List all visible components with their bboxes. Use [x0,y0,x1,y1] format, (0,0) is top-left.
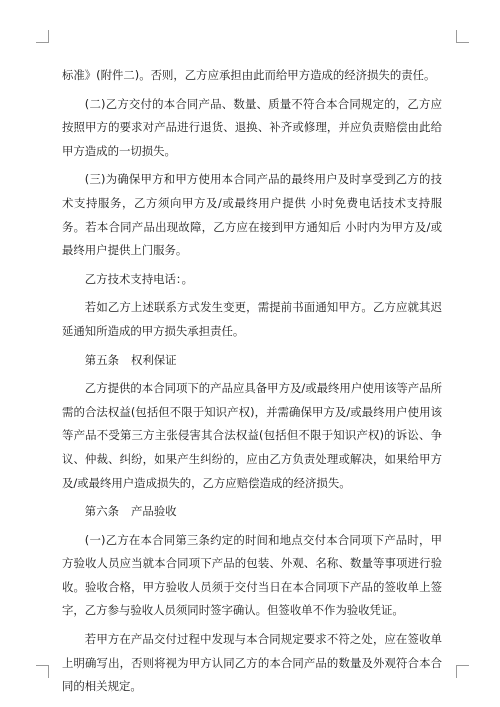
document-body [62,64,442,704]
paragraph-return-exchange: (二)乙方交付的本合同产品、数量、质量不符合本合同规定的，乙方应按照甲方的要求对产品进行退货、退换、补齐或修理，并应负责赔偿由此给甲方造成的一切损失。 [62,96,442,158]
section-title-6: 产品验收 [130,504,177,519]
paragraph-acceptance-procedure: (一)乙方在本合同第三条约定的时间和地点交付本合同项下产品时，甲方验收人员应当就本合同项下产品的包装、外观、名称、数量等事项进行验收。验收合格，甲方验收人员须于交付当日在本合同项下产品的签收单上签字，乙方参与验收人员须同时签字确认。但签收单不作为验收凭证。 [62,532,442,618]
paragraph-tech-support: (三)为确保甲方和甲方使用本合同产品的最终用户及时享受到乙方的技术支持服务，乙方须向甲方及/或最终用户提供 小时免费电话技术支持服务。若本合同产品出现故障，乙方应在接到甲方通知后 小时内为甲方及/或最终用户提供上门服务。 [62,172,442,258]
paragraph-support-phone: 乙方技术支持电话：。 [84,271,194,286]
paragraph-rights-guarantee: 乙方提供的本合同项下的产品应具备甲方及/或最终用户使用该等产品所需的合法权益(包括但不限于知识产权)，并需确保甲方及/或最终用户使用该等产品不受第三方主张侵害其合法权益(包括但不限于知识产权)的诉讼、争议、仲裁、纠纷，如果产生纠纷的，应由乙方负责处理或解决，如果给甲方及/或最终用户造成损失的，乙方应赔偿造成的经济损失。 [62,381,442,490]
crop-mark-bottom-right [456,665,469,678]
section-number-6: 第六条 [84,504,119,519]
section-title-5: 权利保证 [130,352,177,367]
paragraph-contact-change: 若如乙方上述联系方式发生变更，需提前书面通知甲方。乙方应就其迟延通知所造成的甲方损失承担责任。 [62,300,442,338]
section-heading-5 [62,349,442,373]
section-number-5: 第五条 [84,352,119,367]
section-heading-6 [62,500,442,524]
crop-mark-top-left [36,30,49,43]
paragraph-standard-annex: 标准》(附件二)。否则，乙方应承担由此而给甲方造成的经济损失的责任。 [62,68,436,82]
paragraph-acceptance-discrepancy: 若甲方在产品交付过程中发现与本合同规定要求不符之处，应在签收单上明确写出，否则将视为甲方认同乙方的本合同产品的数量及外观符合本合同的相关规定。 [62,632,442,694]
crop-mark-top-right [456,30,469,43]
crop-mark-bottom-left [36,665,49,678]
